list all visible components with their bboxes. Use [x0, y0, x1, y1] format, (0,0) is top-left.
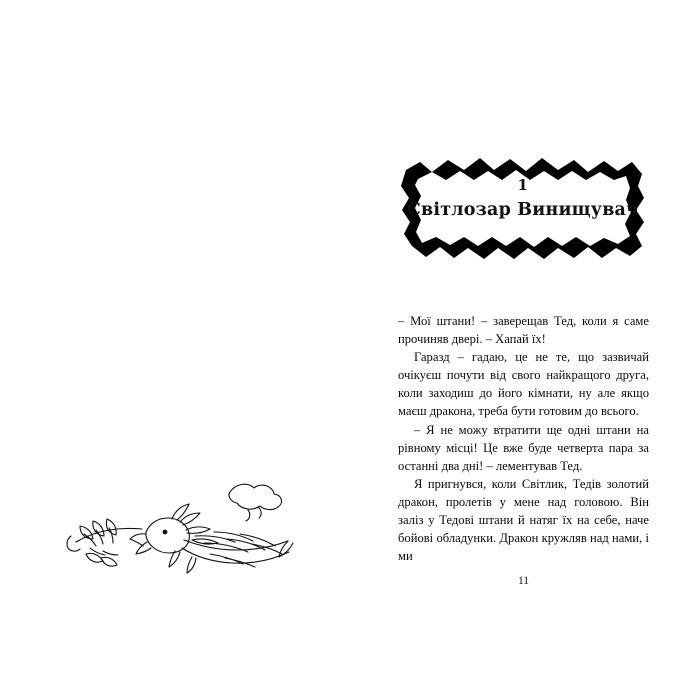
- paragraph: Гаразд – гадаю, це не те, що зазвичай очікуєш почути від свого найкращого друга, коли заходиш до його кімнати, ну але якщо маєш дракона, треба бути готовим до всього.: [398, 350, 649, 419]
- chapter-heading-banner: [398, 152, 648, 270]
- page-number: 11: [517, 575, 530, 587]
- paragraph: Я пригнувся, коли Світлик, Тедів золотий дракон, пролетів у мене над головою. Він заліз у Тедові штани й натяг їх на себе, наче бойові обладунки. Дракон кружляв над нами, і ми: [398, 476, 649, 564]
- paragraph: – Я не можу втратити ще одні штани на рівному місці! Це вже буде четверта пара за останні два дні! – лементував Тед.: [398, 422, 649, 473]
- chapter-title: Світлозар Винищувач: [406, 200, 640, 220]
- body-text-column: [398, 312, 649, 565]
- flying-dragon-with-branch-illustration: [62, 470, 294, 575]
- chapter-number: 1: [517, 176, 529, 194]
- paragraph: – Мої штани! – заверещав Тед, коли я саме прочиняв двері. – Хапай їх!: [398, 314, 649, 347]
